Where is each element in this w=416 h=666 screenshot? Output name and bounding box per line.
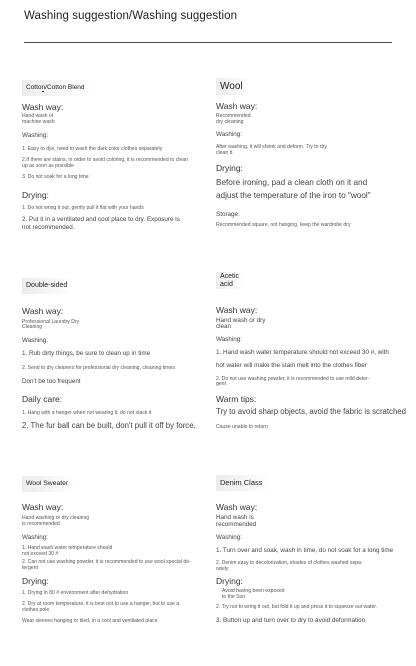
- washing-item: 3. Do not soak for a long time: [22, 174, 89, 180]
- drying-heading: Drying:: [216, 576, 243, 586]
- wash-way-heading: Wash way:: [216, 305, 258, 315]
- drying-item: 2. Dry at room temperature, it is best not to use a hanger, but to use a: [22, 601, 180, 607]
- warm-tips-item: Try to avoid sharp objects, avoid the fabric is scratched: [216, 407, 406, 416]
- tag-line: Acetic: [220, 273, 240, 280]
- wash-way-heading: Wash way:: [22, 502, 64, 512]
- card-double-sided: [22, 274, 214, 444]
- washing-item: hot water will make the stain melt into the clothes fiber: [216, 362, 367, 369]
- card-cotton: [22, 76, 214, 266]
- tag-acetic-acid: [216, 272, 247, 289]
- tag-cotton: Cotton/Cotton Blend: [22, 80, 93, 96]
- card-acetic-acid: [216, 272, 408, 442]
- wash-way-detail: Cleaning: [22, 324, 43, 330]
- drying-item: clothes pole.: [22, 607, 51, 613]
- wash-way-detail: clean: [216, 323, 232, 330]
- tag-wool: Wool: [216, 78, 251, 95]
- drying-heading: Drying:: [22, 576, 49, 586]
- washing-item: tergent: [22, 565, 38, 571]
- washing-item: 2. Can not use washing powder, it is recommended to use wool special de-: [22, 559, 191, 565]
- warm-tips-item: Cause unable to return: [216, 424, 268, 430]
- washing-item: clean it.: [216, 150, 234, 156]
- wash-way-detail: Hand wash is: [216, 514, 254, 521]
- drying-item: adjust the temperature of the iron to "wool": [216, 191, 371, 200]
- washing-heading: Washing:: [216, 131, 243, 138]
- washing-item: 1. Turn over and soak, wash in time, do not soak for a long time: [216, 547, 394, 554]
- wash-way-detail: Hand wash or: [22, 113, 54, 119]
- drying-item: to the Sun: [222, 594, 246, 600]
- drying-item: 1. Drying in 80 # environment after dehydration: [22, 590, 129, 596]
- tag-wool-sweater: Wool Sweater: [22, 476, 76, 492]
- wash-way-heading: Wash way:: [216, 101, 258, 111]
- washing-heading: Washing:: [22, 132, 49, 139]
- washing-item: 2. Send to dry cleaners for professional dry cleaning, cleaning times: [22, 365, 175, 371]
- washing-item: After washing, it will shrink and deform. Try to dry: [216, 144, 327, 150]
- washing-item: 2.If there are stains, in order to avoid coloring, it is recommended to clean: [22, 157, 188, 163]
- washing-item: rately: [216, 566, 229, 572]
- wash-way-heading: Wash way:: [22, 306, 64, 316]
- wash-way-detail: Recommended: [216, 113, 251, 119]
- page-title: Washing suggestion/Washing suggestion: [24, 10, 238, 22]
- washing-item: 2. Denim easy to decolorization, shades of clothes washed sepa-: [216, 560, 363, 566]
- washing-heading: Washing:: [216, 534, 243, 541]
- wash-way-detail: is recommended: [22, 521, 60, 527]
- drying-item: Wear sleeves hanging or tiled, in a cool and ventilated place: [22, 618, 158, 624]
- wash-way-heading: Wash way:: [216, 502, 258, 512]
- washing-item: 2. Do not use washing powder, it is recommended to use mild deter-: [216, 376, 370, 382]
- drying-item: 2. Try not to wring it out, but fold it up and press it to squeeze out water.: [216, 604, 378, 610]
- warm-tips-heading: Warm tips:: [216, 394, 257, 404]
- wash-way-detail: Professional Laundry Dry: [22, 319, 80, 325]
- daily-care-heading: Daily care:: [22, 394, 63, 404]
- washing-item: Don't be too frequent: [22, 378, 81, 385]
- drying-item: 1. Do not wring it out, gently pull it flat with your hands: [22, 205, 144, 211]
- drying-item: 3. Button up and turn over to dry to avoid deformation: [216, 617, 366, 624]
- drying-item: Before ironing, pad a clean cloth on it and: [216, 178, 368, 187]
- washing-item: gent: [216, 381, 226, 387]
- drying-item: 2. Put it in a ventilated and cool place to dry. Exposure is: [22, 216, 180, 223]
- wash-way-detail: Hand washing or dry cleaning: [22, 515, 90, 521]
- storage-heading: Storage:: [216, 211, 240, 218]
- drying-item: Avoid having been exposed: [222, 588, 285, 594]
- drying-item: not recommended.: [22, 224, 75, 231]
- storage-text: Recommended square, not hanging, keep the wardrobe dry: [216, 222, 351, 228]
- tag-denim: Denim Class: [216, 475, 271, 491]
- wash-way-detail: dry cleaning: [216, 119, 244, 125]
- washing-item: 1. Easy to dye, need to wash the dark color clothes separately: [22, 146, 163, 152]
- card-wool: [216, 76, 408, 266]
- daily-care-item: 2. The fur ball can be built, don't pull it off by force.: [22, 421, 196, 430]
- card-wool-sweater: [22, 472, 214, 632]
- washing-heading: Washing:: [22, 534, 49, 541]
- wash-way-detail: recommended: [216, 521, 257, 528]
- wash-way-detail: machine wash: [22, 119, 55, 125]
- washing-heading: Washing:: [216, 336, 243, 343]
- tag-double-sided: Double-sided: [22, 278, 75, 294]
- drying-heading: Drying:: [216, 163, 243, 173]
- washing-heading: Washing:: [22, 337, 49, 344]
- washing-item: 1. Hand wash water temperature should: [22, 545, 113, 551]
- daily-care-item: 1. Hang with a hanger when not wearing it, do not stack it: [22, 410, 152, 416]
- tag-line: acid: [220, 280, 233, 288]
- wash-way-detail: Hand wash or dry: [216, 317, 266, 324]
- tag-marker: [42, 91, 44, 92]
- title-divider: [24, 42, 392, 43]
- washing-item: up as soon as possible: [22, 163, 74, 169]
- card-denim: [216, 472, 408, 632]
- washing-item: 1. Rub dirty things, be sure to clean up in time: [22, 350, 151, 357]
- drying-heading: Drying:: [22, 190, 49, 200]
- washing-item: not exceed 30 #: [22, 551, 59, 557]
- wash-way-heading: Wash way:: [22, 102, 64, 112]
- washing-item: 1. Hand wash water temperature should not exceed 30 #, with: [216, 349, 389, 356]
